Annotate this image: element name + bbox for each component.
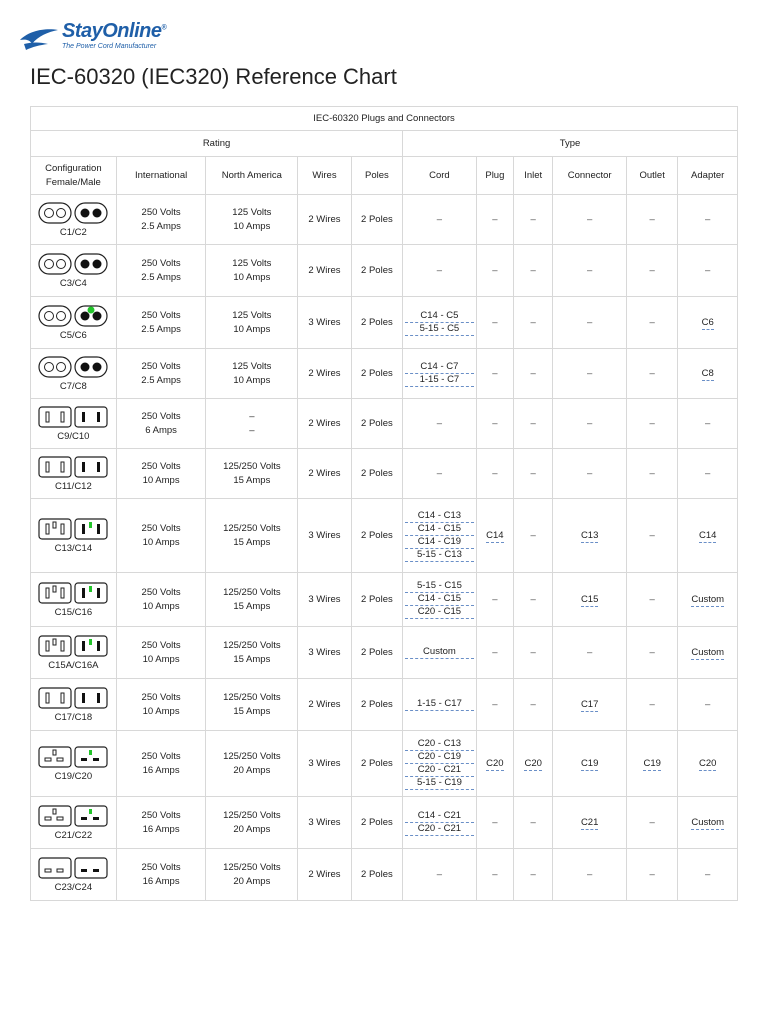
connector-name: C1/C2: [59, 227, 87, 238]
connector-cell: [553, 573, 627, 627]
brand-name: StayOnline®: [62, 20, 167, 42]
col-connector: Connector: [553, 157, 627, 195]
north-america-rating-line: 125/250 Volts: [223, 639, 281, 651]
north-america-rating-line: 125 Volts: [232, 206, 272, 218]
outlet-cell: –: [626, 573, 677, 627]
outlet-cell: –: [626, 449, 677, 499]
table-row: [31, 449, 738, 499]
cord-link[interactable]: 5-15 - C13: [405, 549, 474, 562]
north-america-rating-line: 125 Volts: [232, 309, 272, 321]
north-america-rating-line: 125/250 Volts: [223, 809, 281, 821]
international-rating-line: 250 Volts: [141, 586, 181, 598]
north-america-rating: [206, 245, 298, 297]
adapter-cell: [678, 627, 738, 679]
cord-cell: [403, 573, 477, 627]
international-rating-line: 10 Amps: [142, 705, 180, 717]
col-outlet: Outlet: [626, 157, 677, 195]
cord-link[interactable]: 5-15 - C19: [405, 777, 474, 790]
north-america-rating-line: 15 Amps: [233, 474, 271, 486]
international-rating-line: 2.5 Amps: [141, 323, 181, 335]
adapter-link[interactable]: C20: [698, 757, 717, 769]
outlet-cell: –: [626, 245, 677, 297]
north-america-rating: [206, 499, 298, 573]
inlet-cell: –: [514, 399, 553, 449]
cord-cell: [403, 349, 477, 399]
config-cell: [31, 195, 117, 245]
wires-cell: 3 Wires: [298, 731, 351, 797]
connector-link[interactable]: C19: [580, 757, 599, 769]
logo-swoosh-icon: [18, 22, 60, 52]
config-cell: [31, 797, 117, 849]
international-rating: [116, 573, 206, 627]
connector-cell: [553, 731, 627, 797]
international-rating: [116, 195, 206, 245]
wires-cell: 3 Wires: [298, 499, 351, 573]
international-rating: [116, 627, 206, 679]
north-america-rating-line: 10 Amps: [233, 374, 271, 386]
connector-name: C13/C14: [54, 543, 93, 554]
connector-cell: –: [553, 449, 627, 499]
cord-link[interactable]: C14 - C21: [405, 810, 474, 823]
plug-cell: –: [476, 399, 513, 449]
cord-cell: [403, 499, 477, 573]
international-rating-line: 2.5 Amps: [141, 220, 181, 232]
international-rating-line: 250 Volts: [141, 410, 181, 422]
north-america-rating-line: –: [249, 424, 255, 436]
inlet-cell: [514, 731, 553, 797]
international-rating: [116, 679, 206, 731]
connector-name: C15A/C16A: [48, 660, 99, 671]
inlet-cell: –: [514, 679, 553, 731]
config-cell: [31, 679, 117, 731]
outlet-cell: –: [626, 797, 677, 849]
cord-cell: [403, 399, 477, 449]
type-group-header: Type: [403, 131, 738, 157]
plug-cell: –: [476, 349, 513, 399]
north-america-rating-line: 125/250 Volts: [223, 460, 281, 472]
poles-cell: 2 Poles: [351, 573, 402, 627]
table-caption: IEC-60320 Plugs and Connectors: [31, 107, 738, 131]
wires-cell: 2 Wires: [298, 399, 351, 449]
inlet-cell: –: [514, 349, 553, 399]
connector-cell: [553, 499, 627, 573]
config-cell: [31, 627, 117, 679]
iec-reference-table: [30, 106, 738, 901]
connector-name: C5/C6: [59, 330, 87, 341]
outlet-cell: –: [626, 349, 677, 399]
connector-link[interactable]: C17: [580, 698, 599, 710]
cord-link[interactable]: C14 - C15: [405, 523, 474, 536]
cord-link[interactable]: 1-15 - C7: [405, 374, 474, 387]
cord-link[interactable]: 1-15 - C17: [405, 698, 474, 711]
international-rating-line: 250 Volts: [141, 750, 181, 762]
empty-value: –: [436, 467, 443, 479]
col-international: International: [116, 157, 206, 195]
config-cell: [31, 849, 117, 901]
inlet-cell: –: [514, 849, 553, 901]
connector-diagram-icon: [37, 201, 109, 225]
connector-cell: [553, 797, 627, 849]
international-rating-line: 10 Amps: [142, 600, 180, 612]
connector-diagram-icon: [37, 804, 109, 828]
international-rating: [116, 849, 206, 901]
international-rating: [116, 349, 206, 399]
inlet-cell: –: [514, 573, 553, 627]
north-america-rating-line: 125/250 Volts: [223, 861, 281, 873]
connector-diagram-icon: [37, 252, 109, 276]
adapter-link[interactable]: Custom: [691, 816, 725, 828]
connector-link[interactable]: C13: [580, 529, 599, 541]
empty-value: –: [436, 264, 443, 276]
adapter-link[interactable]: Custom: [691, 646, 725, 658]
poles-cell: 2 Poles: [351, 297, 402, 349]
outlet-link[interactable]: C19: [643, 757, 661, 769]
north-america-rating-line: 125 Volts: [232, 257, 272, 269]
table-row: [31, 499, 738, 573]
empty-value: –: [436, 213, 443, 225]
cord-cell: [403, 731, 477, 797]
connector-link[interactable]: C15: [580, 593, 599, 605]
cord-cell: [403, 245, 477, 297]
adapter-cell: [678, 499, 738, 573]
table-body: [31, 195, 738, 901]
cord-link[interactable]: 5-15 - C15: [405, 580, 474, 593]
international-rating-line: 6 Amps: [145, 424, 177, 436]
international-rating-line: 10 Amps: [142, 653, 180, 665]
north-america-rating-line: 125/250 Volts: [223, 691, 281, 703]
connector-link[interactable]: C21: [580, 816, 599, 828]
config-cell: [31, 349, 117, 399]
cord-cell: [403, 679, 477, 731]
cord-link[interactable]: 5-15 - C5: [405, 323, 474, 336]
adapter-cell: –: [678, 399, 738, 449]
inlet-cell: –: [514, 627, 553, 679]
wires-cell: 3 Wires: [298, 797, 351, 849]
international-rating-line: 250 Volts: [141, 522, 181, 534]
north-america-rating: [206, 627, 298, 679]
config-cell: [31, 573, 117, 627]
international-rating-line: 250 Volts: [141, 257, 181, 269]
config-cell: [31, 297, 117, 349]
international-rating-line: 10 Amps: [142, 474, 180, 486]
col-poles: Poles: [351, 157, 402, 195]
international-rating-line: 2.5 Amps: [141, 374, 181, 386]
cord-link[interactable]: C14 - C5: [405, 310, 474, 323]
poles-cell: 2 Poles: [351, 449, 402, 499]
wires-cell: 2 Wires: [298, 195, 351, 245]
adapter-cell: –: [678, 679, 738, 731]
international-rating-line: 10 Amps: [142, 536, 180, 548]
outlet-cell: –: [626, 399, 677, 449]
col-inlet: Inlet: [514, 157, 553, 195]
north-america-rating-line: 15 Amps: [233, 600, 271, 612]
col-plug: Plug: [476, 157, 513, 195]
poles-cell: 2 Poles: [351, 349, 402, 399]
international-rating-line: 250 Volts: [141, 639, 181, 651]
international-rating: [116, 499, 206, 573]
adapter-link[interactable]: C6: [701, 316, 714, 328]
plug-link[interactable]: C20: [486, 757, 504, 769]
outlet-cell: –: [626, 499, 677, 573]
north-america-rating-line: 20 Amps: [233, 764, 271, 776]
adapter-link[interactable]: Custom: [691, 593, 725, 605]
international-rating: [116, 797, 206, 849]
cord-link[interactable]: C14 - C13: [405, 510, 474, 523]
connector-diagram-icon: [37, 455, 109, 479]
plug-cell: –: [476, 449, 513, 499]
connector-name: C11/C12: [54, 481, 92, 492]
north-america-rating-line: 10 Amps: [233, 323, 271, 335]
connector-diagram-icon: [37, 405, 109, 429]
outlet-cell: –: [626, 849, 677, 901]
international-rating-line: 250 Volts: [141, 809, 181, 821]
north-america-rating-line: 15 Amps: [233, 705, 271, 717]
poles-cell: 2 Poles: [351, 399, 402, 449]
north-america-rating-line: 20 Amps: [233, 875, 271, 887]
plug-cell: –: [476, 679, 513, 731]
cord-cell: [403, 797, 477, 849]
wires-cell: 2 Wires: [298, 849, 351, 901]
inlet-cell: –: [514, 245, 553, 297]
connector-cell: –: [553, 349, 627, 399]
connector-name: C17/C18: [54, 712, 93, 723]
col-adapter: Adapter: [678, 157, 738, 195]
connector-diagram-icon: [37, 686, 109, 710]
connector-name: C21/C22: [54, 830, 93, 841]
international-rating-line: 250 Volts: [141, 309, 181, 321]
connector-name: C15/C16: [54, 607, 93, 618]
north-america-rating: [206, 731, 298, 797]
wires-cell: 2 Wires: [298, 449, 351, 499]
rating-group-header: Rating: [31, 131, 403, 157]
adapter-cell: [678, 731, 738, 797]
north-america-rating: [206, 297, 298, 349]
connector-diagram-icon: [37, 581, 109, 605]
plug-cell: –: [476, 627, 513, 679]
config-cell: [31, 245, 117, 297]
outlet-cell: –: [626, 195, 677, 245]
north-america-rating-line: 10 Amps: [233, 271, 271, 283]
north-america-rating: [206, 849, 298, 901]
international-rating: [116, 245, 206, 297]
brand-logo[interactable]: [18, 18, 218, 58]
poles-cell: 2 Poles: [351, 797, 402, 849]
table-row: [31, 849, 738, 901]
cord-link[interactable]: C20 - C19: [405, 751, 474, 764]
plug-cell: –: [476, 849, 513, 901]
connector-name: C23/C24: [54, 882, 93, 893]
international-rating: [116, 731, 206, 797]
adapter-cell: –: [678, 449, 738, 499]
outlet-cell: –: [626, 679, 677, 731]
outlet-cell: –: [626, 627, 677, 679]
international-rating-line: 16 Amps: [142, 823, 180, 835]
inlet-link[interactable]: C20: [524, 757, 542, 769]
north-america-rating: [206, 797, 298, 849]
north-america-rating-line: 125/250 Volts: [223, 750, 281, 762]
connector-cell: [553, 679, 627, 731]
north-america-rating-line: 15 Amps: [233, 536, 271, 548]
page-title: IEC-60320 (IEC320) Reference Chart: [30, 64, 397, 89]
poles-cell: 2 Poles: [351, 627, 402, 679]
cord-cell: [403, 627, 477, 679]
cord-cell: [403, 195, 477, 245]
connector-diagram-icon: [37, 856, 109, 880]
cord-link[interactable]: C20 - C21: [405, 764, 474, 777]
plug-cell: –: [476, 573, 513, 627]
plug-cell: –: [476, 195, 513, 245]
international-rating: [116, 399, 206, 449]
adapter-cell: –: [678, 849, 738, 901]
connector-cell: –: [553, 849, 627, 901]
north-america-rating-line: 125/250 Volts: [223, 586, 281, 598]
cord-link[interactable]: C14 - C15: [405, 593, 474, 606]
table-row: [31, 573, 738, 627]
col-config: Configuration Female/Male: [31, 157, 117, 195]
inlet-cell: –: [514, 499, 553, 573]
international-rating-line: 250 Volts: [141, 691, 181, 703]
plug-cell: –: [476, 297, 513, 349]
poles-cell: 2 Poles: [351, 679, 402, 731]
north-america-rating-line: 15 Amps: [233, 653, 271, 665]
connector-cell: –: [553, 245, 627, 297]
north-america-rating-line: –: [249, 410, 255, 422]
north-america-rating-line: 125/250 Volts: [223, 522, 281, 534]
inlet-cell: –: [514, 797, 553, 849]
inlet-cell: –: [514, 449, 553, 499]
table-row: [31, 245, 738, 297]
adapter-cell: [678, 297, 738, 349]
north-america-rating-line: 20 Amps: [233, 823, 271, 835]
adapter-cell: [678, 797, 738, 849]
plug-link[interactable]: C14: [486, 529, 504, 541]
empty-value: –: [436, 417, 443, 429]
international-rating-line: 16 Amps: [142, 875, 180, 887]
connector-cell: –: [553, 195, 627, 245]
international-rating-line: 2.5 Amps: [141, 271, 181, 283]
config-cell: [31, 499, 117, 573]
config-cell: [31, 399, 117, 449]
international-rating-line: 250 Volts: [141, 861, 181, 873]
inlet-cell: –: [514, 297, 553, 349]
connector-diagram-icon: [37, 355, 109, 379]
cord-link[interactable]: Custom: [405, 646, 474, 659]
wires-cell: 2 Wires: [298, 349, 351, 399]
international-rating-line: 250 Volts: [141, 206, 181, 218]
poles-cell: 2 Poles: [351, 195, 402, 245]
table-row: [31, 627, 738, 679]
connector-diagram-icon: [37, 517, 109, 541]
cord-link[interactable]: C20 - C21: [405, 823, 474, 836]
connector-cell: –: [553, 627, 627, 679]
col-north-america: North America: [206, 157, 298, 195]
north-america-rating: [206, 679, 298, 731]
col-wires: Wires: [298, 157, 351, 195]
north-america-rating: [206, 399, 298, 449]
cord-link[interactable]: C14 - C7: [405, 361, 474, 374]
international-rating-line: 250 Volts: [141, 460, 181, 472]
plug-cell: [476, 499, 513, 573]
north-america-rating: [206, 573, 298, 627]
north-america-rating-line: 10 Amps: [233, 220, 271, 232]
cord-cell: [403, 297, 477, 349]
wires-cell: 3 Wires: [298, 627, 351, 679]
poles-cell: 2 Poles: [351, 245, 402, 297]
col-cord: Cord: [403, 157, 477, 195]
poles-cell: 2 Poles: [351, 731, 402, 797]
adapter-cell: [678, 349, 738, 399]
plug-cell: –: [476, 797, 513, 849]
north-america-rating: [206, 349, 298, 399]
connector-diagram-icon: [37, 634, 109, 658]
international-rating: [116, 297, 206, 349]
plug-cell: [476, 731, 513, 797]
connector-diagram-icon: [37, 304, 109, 328]
international-rating-line: 16 Amps: [142, 764, 180, 776]
connector-name: C7/C8: [59, 381, 87, 392]
cord-cell: [403, 849, 477, 901]
outlet-cell: [626, 731, 677, 797]
wires-cell: 3 Wires: [298, 297, 351, 349]
outlet-cell: –: [626, 297, 677, 349]
config-cell: [31, 731, 117, 797]
inlet-cell: –: [514, 195, 553, 245]
table-row: [31, 297, 738, 349]
connector-diagram-icon: [37, 745, 109, 769]
plug-cell: –: [476, 245, 513, 297]
north-america-rating: [206, 195, 298, 245]
connector-cell: –: [553, 297, 627, 349]
adapter-link[interactable]: C8: [701, 367, 714, 379]
connector-name: C19/C20: [54, 771, 93, 782]
poles-cell: 2 Poles: [351, 849, 402, 901]
wires-cell: 2 Wires: [298, 245, 351, 297]
adapter-cell: –: [678, 245, 738, 297]
north-america-rating-line: 125 Volts: [232, 360, 272, 372]
cord-link[interactable]: C20 - C15: [405, 606, 474, 619]
connector-name: C9/C10: [57, 431, 90, 442]
international-rating-line: 250 Volts: [141, 360, 181, 372]
config-cell: [31, 449, 117, 499]
adapter-link[interactable]: C14: [698, 529, 717, 541]
poles-cell: 2 Poles: [351, 499, 402, 573]
connector-cell: –: [553, 399, 627, 449]
table-row: [31, 679, 738, 731]
adapter-cell: [678, 573, 738, 627]
north-america-rating: [206, 449, 298, 499]
table-row: [31, 731, 738, 797]
cord-link[interactable]: C14 - C19: [405, 536, 474, 549]
cord-cell: [403, 449, 477, 499]
brand-tagline: The Power Cord Manufacturer: [62, 43, 157, 50]
adapter-cell: –: [678, 195, 738, 245]
table-row: [31, 349, 738, 399]
connector-name: C3/C4: [59, 278, 87, 289]
wires-cell: 2 Wires: [298, 679, 351, 731]
table-row: [31, 195, 738, 245]
cord-link[interactable]: C20 - C13: [405, 738, 474, 751]
empty-value: –: [436, 868, 443, 880]
table-row: [31, 399, 738, 449]
international-rating: [116, 449, 206, 499]
wires-cell: 3 Wires: [298, 573, 351, 627]
table-row: [31, 797, 738, 849]
